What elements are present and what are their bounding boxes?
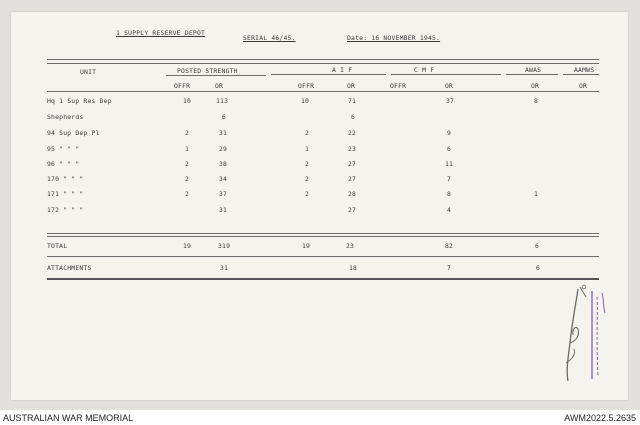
awas-group-rule xyxy=(506,74,558,75)
attachments-top-rule xyxy=(47,256,599,257)
cell-posted-or: 113 xyxy=(216,97,229,105)
attachments-aif-or: 18 xyxy=(349,264,358,272)
cell-aif-offr: 2 xyxy=(305,160,310,168)
cell-aif-offr: 10 xyxy=(301,97,310,105)
header-aif: A I F xyxy=(332,66,353,74)
header-unit: UNIT xyxy=(80,68,97,76)
subheader-cmf-offr: OFFR xyxy=(390,82,407,90)
subheader-aamws-or: OR xyxy=(579,82,588,90)
aif-group-rule xyxy=(271,74,386,75)
total-cmf-or: 82 xyxy=(445,242,454,250)
total-awas-or: 6 xyxy=(535,242,540,250)
cell-aif-or: 23 xyxy=(348,145,357,153)
cell-aif-or: 27 xyxy=(348,175,357,183)
header-posted-strength: POSTED STRENGTH xyxy=(177,67,238,75)
cell-aif-or: 22 xyxy=(348,129,357,137)
cell-aif-offr: 2 xyxy=(305,175,310,183)
attachments-cmf-or: 7 xyxy=(447,264,452,272)
subheader-aif-or: OR xyxy=(347,82,356,90)
header-bottom-rule xyxy=(47,91,599,92)
cell-posted-offr: 2 xyxy=(185,160,190,168)
total-label: TOTAL xyxy=(47,242,68,250)
signature-stamp xyxy=(556,283,614,388)
cell-awas-or: 1 xyxy=(534,190,539,198)
header-awas: AWAS xyxy=(525,66,542,74)
total-posted-or: 319 xyxy=(218,242,231,250)
cell-awas-or: 8 xyxy=(534,97,539,105)
total-top-rule-2 xyxy=(47,236,599,237)
row-unit: 171 " " " xyxy=(47,190,84,198)
cell-posted-offr: 2 xyxy=(185,129,190,137)
row-unit: Shepherds xyxy=(47,113,84,121)
document-date: Date: 16 NOVEMBER 1945. xyxy=(347,34,441,42)
cell-posted-or: 31 xyxy=(219,206,228,214)
attachments-posted-or: 31 xyxy=(220,264,229,272)
cell-aif-offr: 2 xyxy=(305,190,310,198)
cell-posted-offr: 2 xyxy=(185,190,190,198)
credit-right: AWM2022.5.2635 xyxy=(564,413,636,423)
cell-posted-or: 31 xyxy=(219,129,228,137)
table-top-rule xyxy=(47,59,599,60)
cell-cmf-or: 7 xyxy=(447,175,452,183)
aamws-group-rule xyxy=(563,74,599,75)
cell-aif-or: 27 xyxy=(348,206,357,214)
row-unit: Hq 1 Sup Res Dep xyxy=(47,97,112,105)
cell-aif-or: 28 xyxy=(348,190,357,198)
cmf-group-rule xyxy=(391,74,501,75)
total-posted-offr: 19 xyxy=(183,242,192,250)
cell-cmf-or: 37 xyxy=(446,97,455,105)
row-unit: 172 " " " xyxy=(47,206,84,214)
cell-posted-offr: 2 xyxy=(185,175,190,183)
cell-cmf-or: 6 xyxy=(447,145,452,153)
cell-aif-offr: 1 xyxy=(305,145,310,153)
row-unit: 95 " " " xyxy=(47,145,80,153)
total-aif-offr: 19 xyxy=(302,242,311,250)
subheader-cmf-or: OR xyxy=(445,82,454,90)
cell-cmf-or: 11 xyxy=(445,160,454,168)
cell-aif-offr: 2 xyxy=(305,129,310,137)
cell-posted-or: 34 xyxy=(219,175,228,183)
row-unit: 170 " " " xyxy=(47,175,84,183)
document-page xyxy=(11,12,628,400)
cell-posted-offr: 10 xyxy=(183,97,192,105)
cell-cmf-or: 9 xyxy=(447,129,452,137)
cell-aif-or: 71 xyxy=(348,97,357,105)
row-unit: 94 Sup Dep Pl xyxy=(47,129,100,137)
cell-posted-or: 37 xyxy=(219,190,228,198)
cell-aif-or: 27 xyxy=(348,160,357,168)
cell-posted-or: 29 xyxy=(219,145,228,153)
cell-posted-offr: 1 xyxy=(185,145,190,153)
serial-number: SERIAL 46/45. xyxy=(243,34,296,42)
cell-posted-or: 38 xyxy=(219,160,228,168)
credit-left: AUSTRALIAN WAR MEMORIAL xyxy=(3,413,134,423)
attachments-awas-or: 6 xyxy=(536,264,541,272)
cell-cmf-or: 4 xyxy=(447,206,452,214)
subheader-awas-or: OR xyxy=(531,82,540,90)
posted-group-rule xyxy=(166,75,266,76)
depot-title: 1 SUPPLY RESERVE DEPOT xyxy=(116,29,206,37)
subheader-posted-or: OR xyxy=(215,82,224,90)
table-bottom-rule xyxy=(47,278,599,280)
total-aif-or: 23 xyxy=(346,242,355,250)
table-top-rule-2 xyxy=(47,63,599,64)
header-cmf: C M F xyxy=(414,66,435,74)
total-top-rule xyxy=(47,233,599,234)
attachments-label: ATTACHMENTS xyxy=(47,264,92,272)
header-aamws: AAMWS xyxy=(574,66,595,74)
subheader-aif-offr: OFFR xyxy=(298,82,315,90)
cell-cmf-or: 8 xyxy=(447,190,452,198)
subheader-posted-offr: OFFR xyxy=(174,82,191,90)
cell-posted-or: 6 xyxy=(222,113,227,121)
cell-aif-or: 6 xyxy=(351,113,356,121)
row-unit: 96 " " " xyxy=(47,160,80,168)
